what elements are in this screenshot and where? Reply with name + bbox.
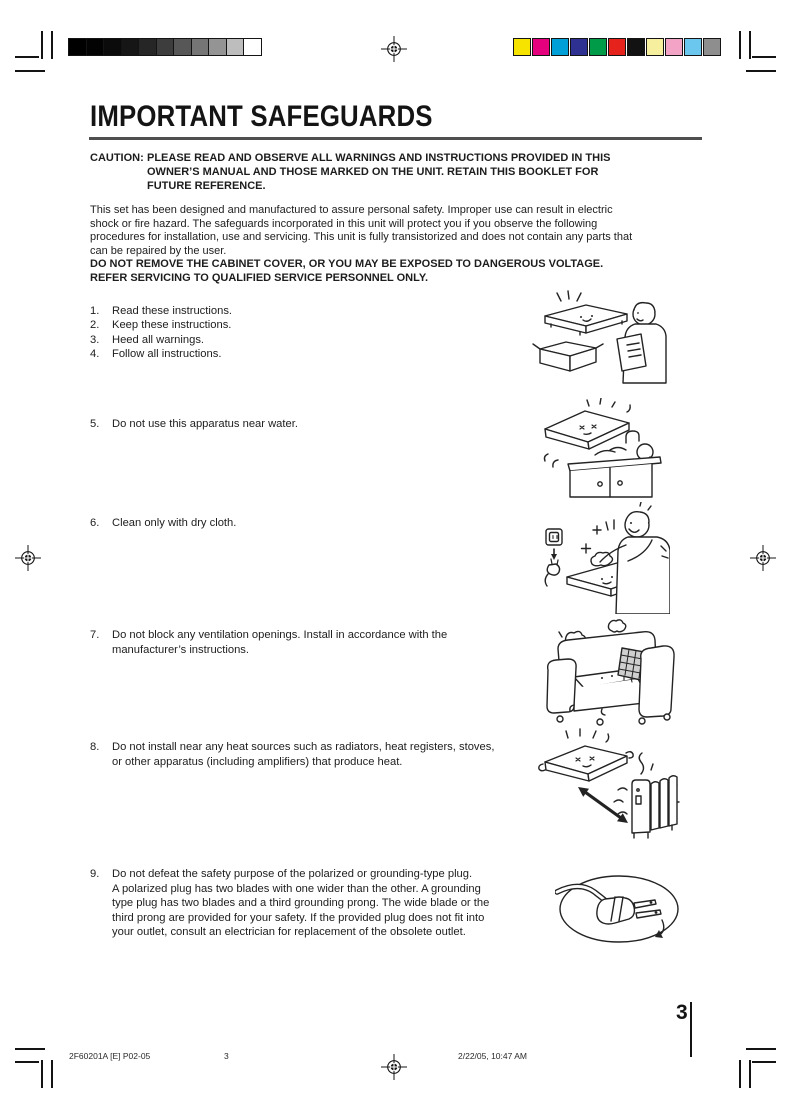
grayscale-swatch [173,38,192,56]
crop-mark-bottom-right [752,1061,776,1063]
page-number-rule [690,1002,692,1057]
registration-mark-bottom [381,1054,407,1080]
instruction-line: Follow all instructions. [112,348,222,360]
crop-mark-bottom-left [41,1060,43,1088]
footer-file-info: 2F60201A [E] P02-05 [69,1051,151,1061]
instruction-line: Do not install near any heat sources such as radiators, heat registers, stoves, [112,741,495,753]
illustration-unit-splashed-near-sink [540,398,667,501]
instruction-item-4 [90,347,221,362]
crop-mark-top-left [15,56,39,58]
instruction-number: 5. [90,418,100,430]
color-swatch [513,38,531,56]
instruction-item-5 [90,417,298,432]
color-swatch [570,38,588,56]
instruction-line: Do not defeat the safety purpose of the polarized or grounding-type plug. [112,868,473,880]
crop-mark-top-left [15,70,45,72]
crop-mark-top-left [41,31,43,59]
instruction-item-8 [90,740,494,769]
crop-mark-bottom-left [15,1048,45,1050]
color-swatch [684,38,702,56]
illustration-unit-near-radiator [538,728,680,842]
instruction-line: Heed all warnings. [112,334,205,346]
page-title: IMPORTANT SAFEGUARDS [90,100,433,133]
color-swatch [551,38,569,56]
instruction-line: type plug has two blades and a third grounding prong. The wide blade or the [112,897,490,909]
instruction-number: 8. [90,741,100,753]
instruction-item-2 [90,318,231,333]
crop-mark-top-left [51,31,53,59]
instruction-line: third prong are provided for your safety. If the provided plug does not fit into [112,911,485,924]
instruction-item-3 [90,333,204,348]
crop-mark-top-right [749,31,751,59]
intro-paragraph [90,204,632,285]
color-calibration-bar [513,38,721,56]
text-line: shock or fire hazard. The safeguards incorporated in this unit will protect you if you observe the following [90,217,598,230]
instruction-number: 6. [90,517,100,529]
color-swatch [608,38,626,56]
text-line: procedures for installation, use and servicing. This unit is fully transistorized and does not contain any parts that [90,231,633,243]
warning-line: REFER SERVICING TO QUALIFIED SERVICE PERSONNEL ONLY. [90,271,429,284]
crop-mark-top-right [752,56,776,58]
grayscale-swatch [68,38,87,56]
color-swatch [627,38,645,56]
color-swatch [532,38,550,56]
crop-mark-bottom-left [51,1060,53,1088]
caution-label: CAUTION: [90,152,144,164]
text-line: FUTURE REFERENCE. [147,180,266,192]
illustration-wiping-unit-with-cloth [540,502,670,614]
instruction-line: Do not block any ventilation openings. Install in accordance with the [112,629,448,641]
crop-mark-top-right [746,70,776,72]
grayscale-swatch [156,38,175,56]
instruction-line: Do not use this apparatus near water. [112,418,298,430]
illustration-unit-covered-on-sofa [538,615,680,728]
grayscale-swatch [208,38,227,56]
grayscale-swatch [138,38,157,56]
footer-timestamp: 2/22/05, 10:47 AM [458,1051,527,1061]
instruction-item-9 [90,867,489,940]
crop-mark-bottom-right [746,1048,776,1050]
instruction-item-6 [90,516,236,531]
crop-mark-bottom-right [749,1060,751,1088]
grayscale-swatch [86,38,105,56]
instruction-line: manufacturer’s instructions. [112,643,250,656]
instruction-line: or other apparatus (including amplifiers) that produce heat. [112,755,403,768]
color-swatch [665,38,683,56]
warning-line: DO NOT REMOVE THE CABINET COVER, OR YOU MAY BE EXPOSED TO DANGEROUS VOLTAGE. [90,258,604,270]
registration-mark-left [15,545,41,571]
instruction-line: Read these instructions. [112,305,233,317]
illustration-unpacking-and-reading-manual [532,290,669,384]
color-swatch [646,38,664,56]
footer-sheet-number: 3 [224,1051,229,1061]
caution-block [90,151,610,193]
grayscale-calibration-bar [68,38,262,56]
color-swatch [589,38,607,56]
crop-mark-bottom-right [739,1060,741,1088]
text-line: PLEASE READ AND OBSERVE ALL WARNINGS AND INSTRUCTIONS PROVIDED IN THIS [147,152,611,164]
grayscale-swatch [121,38,140,56]
instruction-line: your outlet, consult an electrician for replacement of the obsolete outlet. [112,926,466,938]
crop-mark-bottom-left [15,1061,39,1063]
text-line: OWNER’S MANUAL AND THOSE MARKED ON THE UNIT. RETAIN THIS BOOKLET FOR [147,166,599,178]
color-swatch [703,38,721,56]
registration-mark-top [381,36,407,62]
grayscale-swatch [226,38,245,56]
grayscale-swatch [243,38,262,56]
grayscale-swatch [191,38,210,56]
instruction-number: 3. [90,334,100,346]
page-number: 3 [676,1001,688,1024]
crop-mark-top-right [739,31,741,59]
instruction-number: 1. [90,305,100,317]
instruction-item-7 [90,628,447,657]
instruction-line: Clean only with dry cloth. [112,517,237,529]
instruction-number: 9. [90,868,100,880]
text-line: This set has been designed and manufactured to assure personal safety. Improper use can result in electric [90,204,613,216]
instruction-item-1 [90,304,232,319]
grayscale-swatch [103,38,122,56]
text-line: can be repaired by the user. [90,244,227,257]
instruction-number: 4. [90,348,100,360]
instruction-line: A polarized plug has two blades with one wider than the other. A grounding [112,882,481,895]
instruction-number: 7. [90,629,100,641]
registration-mark-right [750,545,776,571]
caution-text [147,151,610,193]
title-rule [89,137,702,140]
illustration-polarized-plug [555,863,683,953]
instruction-line: Keep these instructions. [112,319,232,331]
instruction-number: 2. [90,319,100,331]
